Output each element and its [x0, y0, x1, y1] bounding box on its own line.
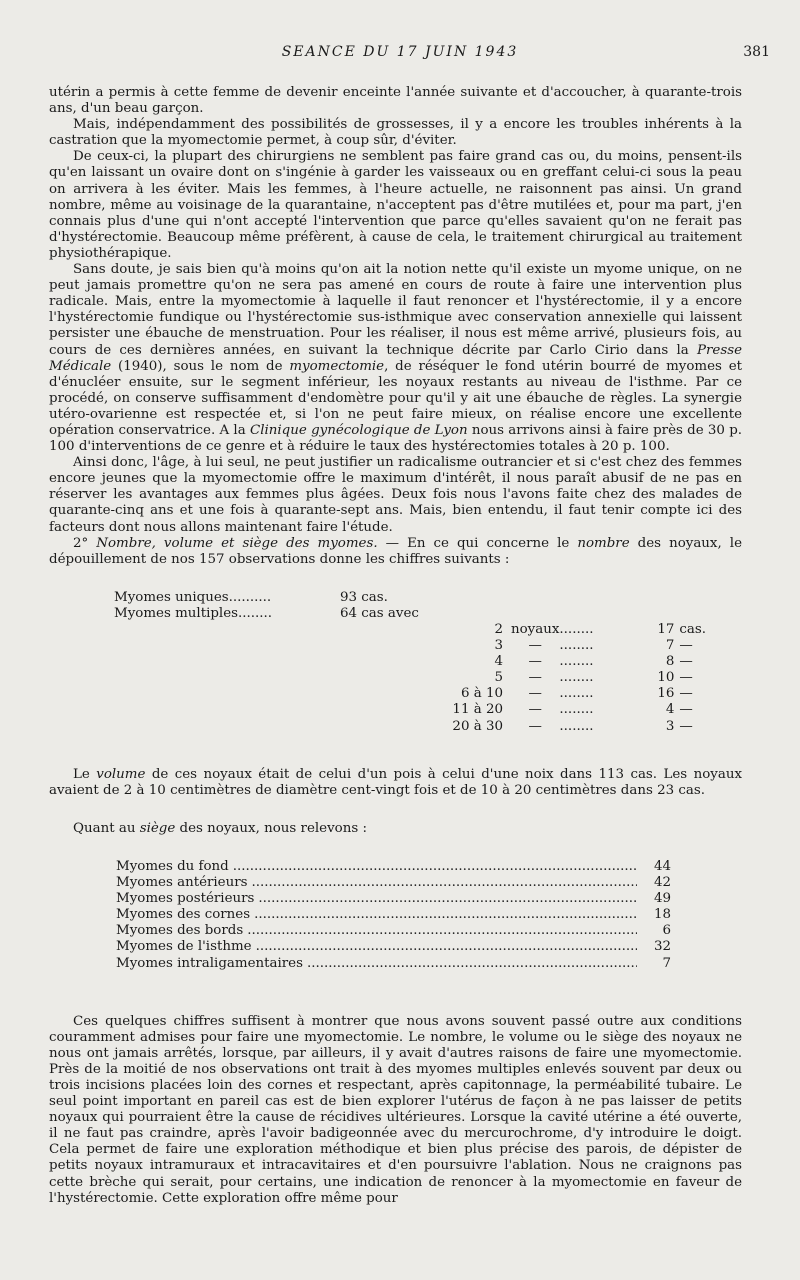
seat-label: Myomes de l'isthme	[116, 939, 252, 955]
seat-list	[116, 859, 671, 972]
paragraph-4	[49, 262, 742, 455]
paragraph-4-text-b: (1940), sous le nom de	[111, 358, 290, 374]
count-spacer	[114, 719, 340, 735]
word-volume: volume	[96, 766, 146, 782]
seat-label: Myomes intraligamentaires	[116, 955, 303, 971]
paragraph-4-text-c: , de réséquer le fond utérin bourré de myomes et d'énucléer ensuite, sur le segment inférieur, les noyaux restants au niveau de l'isthme. Par ce procédé, on conserve suffisamment d'endomètre pour qu'il y ait une ébauche de règles. La synergie utéro-ovarienne est respectée et, si l'on ne peut faire mieux, on réalise encore une excellente opération conservatrice. A la	[49, 358, 742, 438]
paragraph-4-text-a: Sans doute, je sais bien qu'à moins qu'on ait la notion nette qu'il existe un myome unique, on ne peut jamais promettre qu'on ne sera pas amené en cours de route à faire une intervention plus radicale. Mais, entre la myomectomie à laquelle il faut renoncer et l'hystérectomie, il y a encore l'hystérectomie fundique ou l'hystérectomie sus-isthmique avec conservation annexielle qui laissent persister une ébauche de menstruation. Pour les réaliser, il nous est même arrivé, plusieurs fois, au cours de ces dernières années, en suivant la technique décrite par Carlo Cirio dans la	[49, 262, 742, 358]
count-spacer	[114, 686, 340, 702]
paragraph-2: Mais, indépendamment des possibilités de grossesses, il y a encore les troubles inhérents à la castration que la myomectomie permet, à coup sûr, d'éviter.	[49, 117, 742, 149]
case-count: 4	[665, 702, 675, 718]
seat-value: 42	[653, 875, 671, 891]
seat-value: 6	[662, 923, 671, 939]
case-unit: —	[679, 638, 693, 654]
case-unit: —	[679, 702, 693, 718]
count-spacer	[114, 702, 340, 718]
paragraph-1: utérin a permis à cette femme de devenir enceinte l'année suivante et d'accoucher, à quarante-trois ans, d'un beau garçon.	[49, 85, 742, 117]
count-separator: noyaux	[511, 622, 560, 637]
dot-leader	[307, 956, 637, 972]
case-count: 16	[657, 686, 675, 702]
paragraph-4-text-d: nous arrivons ainsi à faire près de 30 p. 100 d'interventions de ce genre et à réduire le taux des hystérectomies totales à 20 p. 100.	[49, 422, 743, 455]
count-leader: ........	[559, 686, 594, 702]
term-myomectomie: myomectomie	[289, 358, 385, 374]
dot-leader	[254, 907, 637, 923]
count-spacer	[114, 654, 340, 670]
seat-row	[116, 907, 671, 923]
dot-leader	[252, 875, 637, 891]
case-unit: —	[679, 718, 693, 734]
case-unit: —	[679, 686, 693, 702]
seat-value: 49	[653, 891, 671, 907]
count-value: 64 cas avec	[340, 605, 419, 621]
count-leader: ........	[559, 670, 594, 686]
page-title: SEANCE DU 17 JUIN 1943	[281, 44, 519, 60]
paragraph-5: Ainsi donc, l'âge, à lui seul, ne peut justifier un radicalisme outrancier et si c'est chez des femmes encore jeunes que la myomectomie offre le maximum d'intérêt, il nous paraît abusif de ne pas en réserver les avantages aux femmes plus âgées. Deux fois nous l'avons faite chez des malades de quarante-cinq ans et une fois à quarante-sept ans. Mais, bien entendu, il faut tenir compte ici des facteurs dont nous allons maintenant faire l'étude.	[49, 455, 742, 535]
clinic-name: Clinique gynécologique de Lyon	[249, 422, 468, 438]
nodule-count: 11 à 20	[452, 702, 503, 718]
count-spacer	[114, 670, 340, 686]
count-spacer	[340, 670, 404, 686]
seat-label: Myomes antérieurs	[116, 875, 248, 891]
seat-value: 18	[653, 907, 671, 923]
nodule-count: 6 à 10	[460, 686, 503, 702]
count-spacer	[340, 638, 404, 654]
case-count: 3	[665, 718, 675, 734]
nodule-count: 20 à 30	[452, 718, 503, 734]
paragraph-9: Ces quelques chiffres suffisent à montrer que nous avons souvent passé outre aux conditions couramment admises pour faire une myomectomie. Le nombre, le volume ou le siège des noyaux ne nous ont jamais arrêtés, lorsque, par ailleurs, il y avait d'autres raisons de faire une myomectomie. Près de la moitié de nos observations ont trait à des myomes multiples enlevés souvent par deux ou trois incisions placées loin des cornes et respectant, après capitonnage, la perméabilité tubaire. Le seul point important en pareil cas est de bien explorer l'utérus de façon à ne pas laisser de petits noyaux qui pourraient être la cause de récidives ultérieures. Lorsque la cavité utérine a été ouverte, il ne faut pas craindre, après l'avoir badigeonnée avec du mercurochrome, d'y introduire le doigt. Cela permet de faire une exploration méthodique et bien plus précise des parois, de dépister de petits noyaux intramuraux et intracavitaires et d'en poursuivre l'ablation. Nous ne craignons pas cette brèche qui serait, pour certains, une indication de renoncer à la myomectomie en faveur de l'hystérectomie. Cette exploration offre même pour	[49, 1013, 742, 1206]
count-separator: —	[528, 654, 542, 670]
journal-title: Presse Médicale	[49, 342, 742, 374]
seat-value: 32	[653, 939, 671, 955]
case-unit: —	[679, 654, 693, 670]
count-spacer	[340, 622, 404, 638]
seat-row	[116, 956, 671, 972]
paragraph-8	[49, 821, 742, 837]
paragraph-7-text-a: Le	[73, 766, 97, 782]
case-count: 10	[657, 670, 675, 686]
count-label: Myomes uniques..........	[114, 589, 272, 605]
paragraph-7	[49, 767, 742, 799]
count-row	[114, 686, 709, 702]
paragraph-7-text-b: de ces noyaux était de celui d'un pois à celui d'une noix dans 113 cas. Les noyaux avaient de 2 à 10 centimètres de diamètre cent-vingt fois et de 10 à 20 centimètres dans 23 cas.	[49, 766, 743, 798]
seat-value: 44	[653, 858, 671, 874]
seat-row	[116, 875, 671, 891]
paragraph-8-text-b: des noyaux, nous relevons :	[175, 820, 367, 836]
seat-label: Myomes du fond	[116, 858, 229, 874]
dot-leader	[258, 891, 637, 907]
count-label: Myomes multiples........	[114, 605, 273, 621]
seat-label: Myomes postérieurs	[116, 891, 255, 907]
seat-row	[116, 891, 671, 907]
count-leader: ........	[559, 702, 594, 718]
nodule-count: 2	[494, 622, 503, 637]
case-count: 7	[665, 638, 675, 654]
word-nombre: nombre	[577, 535, 630, 551]
section-number: 2°	[73, 535, 97, 551]
count-leader: ........	[559, 654, 594, 670]
count-separator: —	[528, 702, 542, 718]
section-heading: Nombre, volume et siège des myomes.	[96, 535, 378, 551]
count-spacer	[340, 719, 404, 735]
count-leader: ........	[559, 638, 594, 654]
paragraph-6-text-b: des noyaux, le dépouillement de nos 157 observations donne les chiffres suivants :	[49, 535, 742, 567]
case-count: 17	[657, 622, 675, 637]
running-head	[0, 44, 800, 64]
count-leader: ........	[559, 622, 594, 637]
seat-label: Myomes des cornes	[116, 907, 251, 923]
seat-row	[116, 939, 671, 955]
count-spacer	[114, 622, 340, 638]
count-row	[114, 638, 709, 654]
case-unit: —	[679, 670, 693, 686]
dot-leader	[247, 923, 637, 939]
count-row-multiple	[114, 606, 709, 622]
paragraph-3: De ceux-ci, la plupart des chirurgiens ne semblent pas faire grand cas ou, du moins, pensent-ils qu'en laissant un ovaire dont on s'ingénie à garder les vaisseaux ou en greffant celui-ci sous la peau on arrivera à les éviter. Mais les femmes, à l'heure actuelle, ne raisonnent pas ainsi. Un grand nombre, même au voisinage de la quarantaine, n'acceptent pas d'être mutilées et, pour ma part, j'en connais plus d'une qui n'ont accepté l'intervention que parce qu'elles savaient qu'on ne ferait pas d'hystérectomie. Beaucoup même préfèrent, à cause de cela, le traitement chirurgical au traitement physiothérapique.	[49, 149, 742, 261]
count-spacer	[340, 686, 404, 702]
case-count: 8	[665, 654, 675, 670]
paragraph-6	[49, 536, 742, 568]
count-table	[114, 590, 709, 735]
page-number: 381	[743, 44, 770, 60]
seat-row	[116, 859, 671, 875]
count-row	[114, 622, 709, 638]
word-siege: siège	[139, 820, 176, 836]
nodule-count: 3	[494, 638, 503, 654]
count-leader: ........	[559, 718, 594, 734]
count-row	[114, 654, 709, 670]
count-spacer	[114, 638, 340, 654]
count-spacer	[340, 654, 404, 670]
dot-leader	[233, 859, 637, 875]
count-separator: —	[528, 638, 542, 654]
seat-label: Myomes des bords	[116, 923, 244, 939]
count-row	[114, 702, 709, 718]
body-text	[49, 85, 742, 1207]
dot-leader	[256, 939, 637, 955]
seat-row	[116, 923, 671, 939]
nodule-count: 5	[494, 670, 503, 686]
paragraph-8-text-a: Quant au	[73, 820, 140, 836]
count-separator: —	[528, 718, 542, 734]
count-separator: —	[528, 686, 542, 702]
case-unit: cas.	[679, 622, 707, 637]
paragraph-6-text-a: — En ce qui concerne le	[377, 535, 578, 551]
count-row	[114, 719, 709, 735]
count-row-unique	[114, 590, 709, 606]
count-row	[114, 670, 709, 686]
count-value: 93 cas.	[340, 589, 388, 605]
count-separator: —	[528, 670, 542, 686]
seat-value: 7	[662, 955, 671, 971]
nodule-count: 4	[494, 654, 503, 670]
count-spacer	[340, 702, 404, 718]
